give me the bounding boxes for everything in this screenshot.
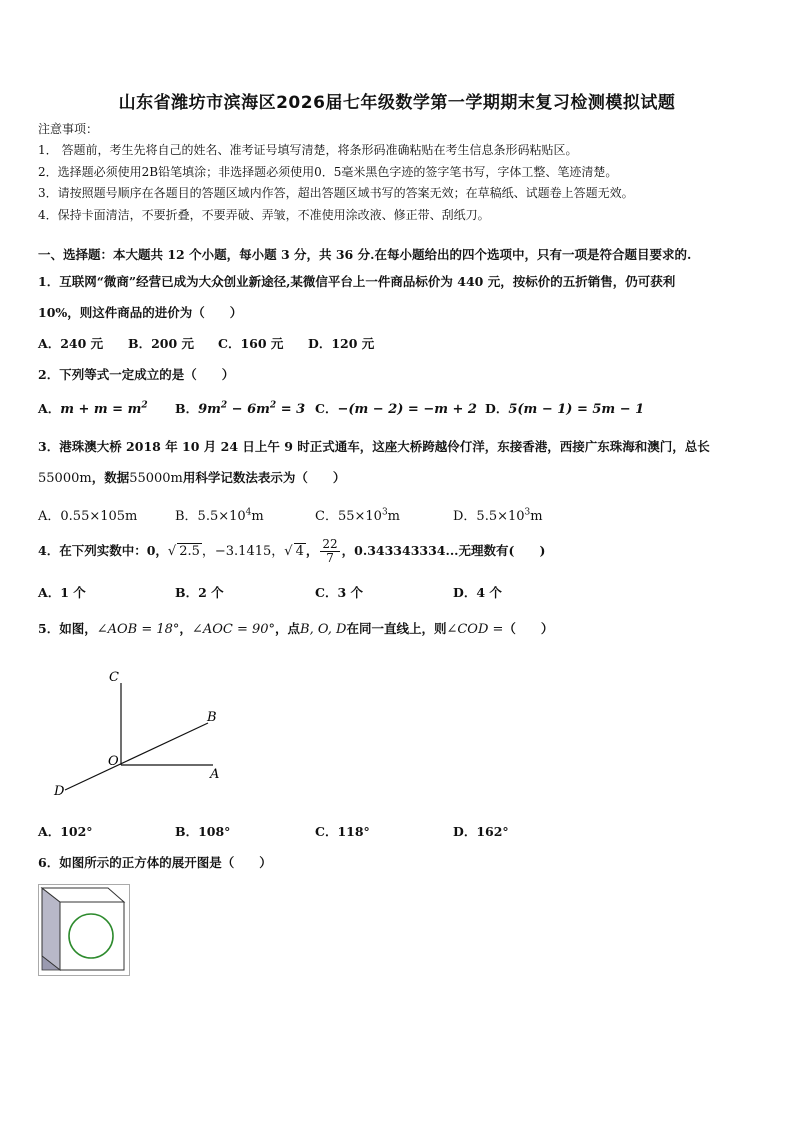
q3-option-d[interactable] bbox=[453, 505, 543, 524]
note-item: 2．选择题必须使用2B铅笔填涂；非选择题必须使用0．5毫米黑色字迹的签字笔书写，字体工整、笔迹清楚。 bbox=[38, 165, 618, 179]
line-bd bbox=[65, 723, 208, 790]
q4-text: ，0.343343334...无理数有( ) bbox=[341, 543, 546, 558]
option-text: D．5.5×10 bbox=[453, 509, 525, 524]
q1-option-d[interactable]: D．120 元 bbox=[308, 336, 375, 351]
q1-option-a[interactable]: A．240 元 bbox=[38, 336, 104, 351]
note-item: 3．请按照题号顺序在各题目的答题区域内作答，超出答题区域书写的答案无效；在草稿纸、试题卷上答题无效。 bbox=[38, 186, 634, 200]
q3-line2 bbox=[38, 468, 345, 486]
q5-text: （ ） bbox=[503, 621, 554, 636]
option-label: B． bbox=[175, 401, 199, 416]
expr-text: − 6m bbox=[227, 402, 270, 417]
q3-option-a[interactable]: A．0.55×105m bbox=[38, 509, 138, 524]
q5-text: 在同一直线上，则 bbox=[346, 621, 447, 636]
q5-text: ， bbox=[179, 621, 192, 636]
q2-option-d[interactable] bbox=[485, 399, 644, 417]
option-text: m bbox=[251, 509, 264, 524]
option-label: A． bbox=[38, 401, 61, 416]
q2-expr-b bbox=[198, 402, 305, 417]
label-d: D bbox=[54, 784, 65, 799]
exponent: 4 bbox=[245, 507, 252, 518]
q3-value: 55000m bbox=[38, 471, 92, 486]
numerator: 22 bbox=[322, 537, 338, 551]
q3-line1: 3．港珠澳大桥 2018 年 10 月 24 日上午 9 时正式通车，这座大桥跨越伶仃洋，东接香港，西接广东珠海和澳门，总长 bbox=[38, 439, 710, 454]
option-text: B．5.5×10 bbox=[175, 509, 246, 524]
exponent: 3 bbox=[381, 507, 388, 518]
q2-stem: 2．下列等式一定成立的是（ ） bbox=[38, 367, 235, 382]
q5-angle: ∠COD = bbox=[446, 622, 504, 637]
exponent: 2 bbox=[269, 400, 277, 411]
option-text: C．55×10 bbox=[315, 509, 382, 524]
q5-text: 5．如图， bbox=[38, 621, 97, 636]
label-c: C bbox=[109, 670, 119, 685]
q4-fraction bbox=[320, 538, 339, 565]
expr-text: m + m = m bbox=[60, 402, 142, 417]
q5-points: B, O, D bbox=[300, 622, 347, 637]
q5-option-b[interactable]: B．108° bbox=[175, 824, 231, 839]
q1-option-b[interactable]: B．200 元 bbox=[128, 336, 195, 351]
q5-option-c[interactable]: C．118° bbox=[315, 824, 370, 839]
q4-option-c[interactable]: C．3 个 bbox=[315, 585, 363, 600]
label-a: A bbox=[210, 767, 220, 782]
option-text: m bbox=[387, 509, 400, 524]
q3-option-b[interactable] bbox=[175, 505, 264, 524]
notes-heading: 注意事项： bbox=[38, 122, 99, 136]
exponent: 2 bbox=[141, 400, 148, 411]
q4-option-d[interactable]: D．4 个 bbox=[453, 585, 502, 600]
q4-stem bbox=[38, 538, 545, 565]
label-o: O bbox=[108, 754, 119, 769]
q5-text: ，点 bbox=[275, 621, 301, 636]
q5-angle: ∠AOC = 90° bbox=[191, 622, 276, 637]
option-text: m bbox=[530, 509, 543, 524]
q5-option-a[interactable]: A．102° bbox=[38, 824, 93, 839]
q4-sqrt-1: √ 2.5 bbox=[167, 544, 200, 559]
option-label: C． bbox=[315, 401, 338, 416]
q4-text: 4．在下列实数中：0， bbox=[38, 543, 168, 558]
note-item: 1． 答题前，考生先将自己的姓名、准考证号填写清楚，将条形码准确粘贴在考生信息条形码粘贴区。 bbox=[38, 143, 578, 157]
q4-text: ， bbox=[305, 543, 319, 558]
section-heading: 一、选择题：本大题共 12 个小题，每小题 3 分，共 36 分.在每小题给出的四个选项中，只有一项是符合题目要求的. bbox=[38, 247, 692, 262]
q5-angle: ∠AOB = 18° bbox=[96, 622, 180, 637]
q3-value: 55000m bbox=[129, 471, 183, 486]
q2-option-c[interactable] bbox=[315, 399, 477, 417]
exponent: 2 bbox=[220, 400, 228, 411]
expr-text: = 3 bbox=[276, 402, 306, 417]
q5-angle-diagram bbox=[45, 665, 235, 805]
option-label: D． bbox=[485, 401, 509, 416]
expr-text: 9m bbox=[198, 402, 221, 417]
q5-stem bbox=[38, 619, 553, 637]
q4-text: ，−3.1415， bbox=[201, 544, 285, 559]
radicand: 2.5 bbox=[179, 544, 200, 559]
label-b: B bbox=[207, 710, 217, 725]
note-item: 4．保持卡面清洁，不要折叠，不要弄破、弄皱，不准使用涂改液、修正带、刮纸刀。 bbox=[38, 208, 490, 222]
q2-expr-d: 5(m − 1) = 5m − 1 bbox=[508, 402, 645, 417]
q3-text: ，数据 bbox=[91, 470, 130, 485]
q2-expr-a bbox=[60, 402, 147, 417]
q4-sqrt-2: √ 4 bbox=[284, 544, 304, 559]
q6-cube-figure bbox=[38, 884, 130, 976]
q2-option-a[interactable] bbox=[38, 399, 148, 417]
radicand: 4 bbox=[295, 544, 304, 559]
q4-option-b[interactable]: B．2 个 bbox=[175, 585, 224, 600]
q1-option-c[interactable]: C．160 元 bbox=[218, 336, 284, 351]
q3-text: 用科学记数法表示为（ ） bbox=[182, 470, 346, 485]
q3-option-c[interactable] bbox=[315, 505, 400, 524]
q1-line2: 10%，则这件商品的进价为（ ） bbox=[38, 305, 243, 320]
q6-stem: 6．如图所示的正方体的展开图是（ ） bbox=[38, 855, 272, 870]
q4-option-a[interactable]: A．1 个 bbox=[38, 585, 86, 600]
q2-expr-c: −(m − 2) = −m + 2 bbox=[337, 402, 477, 417]
denominator: 7 bbox=[326, 551, 334, 565]
q5-option-d[interactable]: D．162° bbox=[453, 824, 509, 839]
exponent: 3 bbox=[524, 507, 531, 518]
q1-line1: 1．互联网“微商”经营已成为大众创业新途径,某微信平台上一件商品标价为 440 元，按标价的五折销售，仍可获利 bbox=[38, 274, 676, 289]
q2-option-b[interactable] bbox=[175, 399, 305, 417]
page-title: 山东省潍坊市滨海区2026届七年级数学第一学期期末复习检测模拟试题 bbox=[118, 93, 676, 113]
